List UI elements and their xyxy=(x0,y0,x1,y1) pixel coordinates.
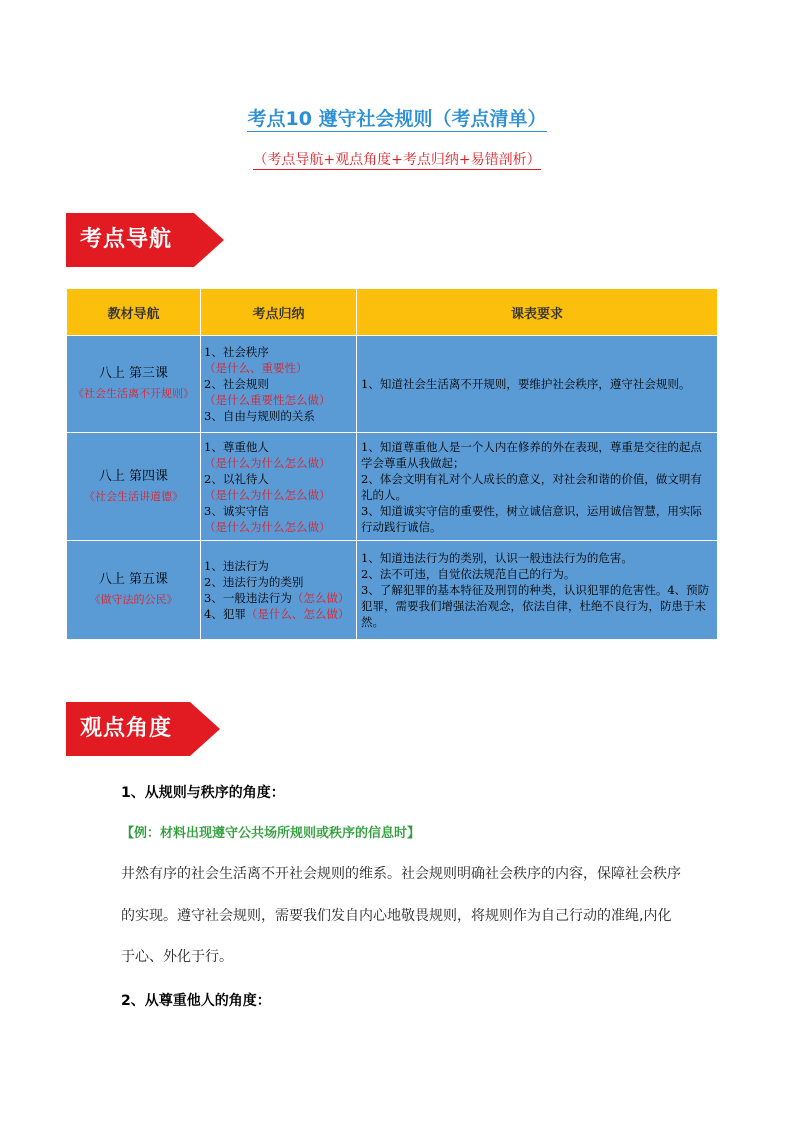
point-item: 2、以礼待人 xyxy=(204,471,269,486)
requirement-item: 1、知道尊重他人是一个人内在修养的外在表现，尊重是交往的起点学会尊重从我做起； xyxy=(361,439,702,470)
paragraph-line: 井然有序的社会生活离不开社会规则的维系。社会规则明确社会秩序的内容，保障社会秩序 xyxy=(121,866,681,882)
section-heading: 1、从规则与秩序的角度： xyxy=(121,785,285,801)
banner-label: 考点导航 xyxy=(80,227,173,252)
points-cell xyxy=(201,433,357,541)
point-item: 1、社会秩序 xyxy=(204,345,269,359)
point-note: （是什么为什么怎么做） xyxy=(204,487,331,502)
requirement-item: 2、法不可违，自觉依法规范自己的行为。 xyxy=(361,567,576,581)
requirement-item: 3、了解犯罪的基本特征及刑罚的种类，认识犯罪的危害性。4、预防犯罪，需要我们增强法治观念，依法自律，杜绝不良行为，防患于未然。 xyxy=(361,583,710,629)
point-item: 3、自由与规则的关系 xyxy=(204,409,315,423)
book-title: 《社会生活讲道德》 xyxy=(84,489,183,503)
requirements-cell xyxy=(357,336,718,433)
page-title: 考点10 遵守社会规则（考点清单） xyxy=(247,108,547,130)
lesson-label: 八上 第三课 xyxy=(98,366,169,381)
column-header: 教材导航 xyxy=(67,289,201,336)
section-banner-viewpoint xyxy=(66,702,222,756)
column-header: 考点归纳 xyxy=(201,289,357,336)
requirements-cell xyxy=(357,541,718,640)
point-item: 2、违法行为的类别 xyxy=(204,575,304,589)
requirement-item: 3、知道诚实守信的重要性，树立诚信意识，运用诚信智慧，用实际行动践行诚信。 xyxy=(361,503,702,534)
point-note: （是什么重要性怎么做） xyxy=(204,393,331,407)
requirement-item: 1、知道违法行为的类别，认识一般违法行为的危害。 xyxy=(361,551,633,565)
section-heading: 2、从尊重他人的角度： xyxy=(121,993,271,1009)
points-cell xyxy=(201,541,357,640)
point-note: （怎么做） xyxy=(291,591,350,605)
example-note: 【例：材料出现遵守公共场所规则或秩序的信息时】 xyxy=(121,826,421,841)
paragraph-line: 于心、外化于行。 xyxy=(121,949,233,965)
requirements-cell xyxy=(357,433,718,541)
point-note: （是什么为什么怎么做） xyxy=(204,455,331,470)
point-item: 4、犯罪（是什么、怎么做） xyxy=(204,607,350,621)
book-title: 《做守法的公民》 xyxy=(89,593,178,606)
point-item: 1、尊重他人 xyxy=(204,439,269,454)
lesson-cell xyxy=(67,541,201,640)
section-banner-nav xyxy=(66,213,226,267)
lesson-label: 八上 第五课 xyxy=(98,572,169,587)
lesson-cell xyxy=(67,433,201,541)
requirement-item: 2、体会文明有礼对个人成长的意义，对社会和谐的价值，做文明有礼的人。 xyxy=(361,471,702,502)
point-item: 3、诚实守信 xyxy=(204,503,269,518)
point-item: 2、社会规则 xyxy=(204,377,269,391)
point-item: 3、一般违法行为（怎么做） xyxy=(204,591,350,605)
point-note: （是什么、重要性） xyxy=(204,361,308,375)
page-subtitle: （考点导航+观点角度+考点归纳+易错剖析） xyxy=(253,152,541,168)
paragraph-line: 的实现。遵守社会规则，需要我们发自内心地敬畏规则，将规则作为自己行动的准绳,内化 xyxy=(121,908,672,924)
table-row xyxy=(67,433,718,541)
lesson-cell xyxy=(67,336,201,433)
banner-label: 观点角度 xyxy=(80,716,173,741)
point-note: （是什么、怎么做） xyxy=(245,607,350,621)
lesson-label: 八上 第四课 xyxy=(98,468,169,484)
table-header-row xyxy=(67,289,718,336)
table-row xyxy=(67,541,718,640)
navigation-table xyxy=(66,288,718,640)
column-header: 课表要求 xyxy=(357,289,718,336)
points-cell xyxy=(201,336,357,433)
requirement-item: 1、知道社会生活离不开规则，要维护社会秩序，遵守社会规则。 xyxy=(361,377,691,391)
book-title: 《社会生活离不开规则》 xyxy=(73,387,194,400)
point-item: 1、违法行为 xyxy=(204,559,269,573)
table-row xyxy=(67,336,718,433)
point-note: （是什么为什么怎么做） xyxy=(204,519,331,534)
